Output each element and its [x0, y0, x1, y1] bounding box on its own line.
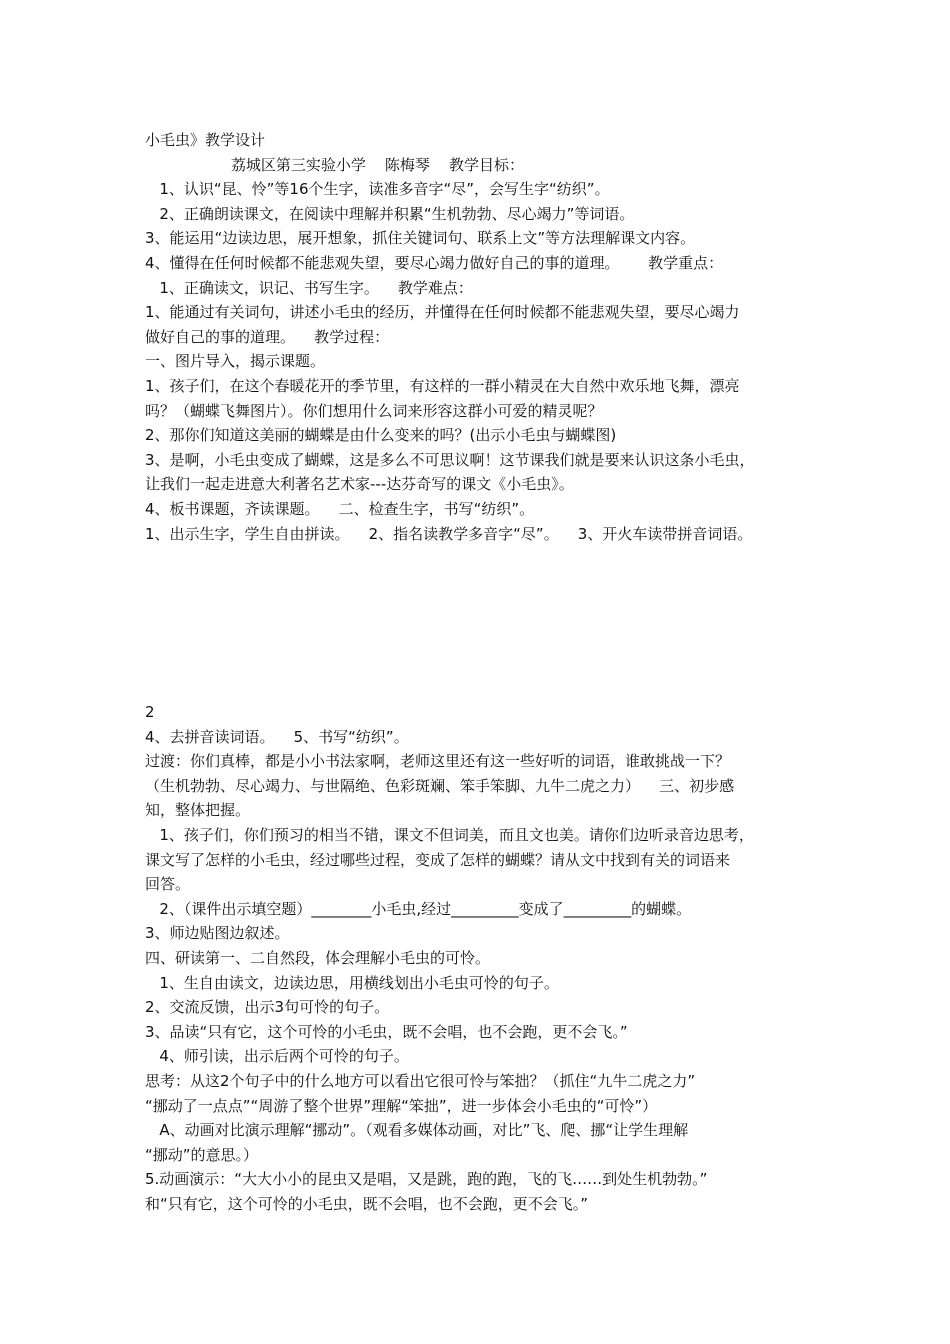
page2-text-block [145, 700, 825, 1216]
text-line: 2、正确朗读课文，在阅读中理解并积累“生机勃勃、尽心竭力”等词语。 [145, 204, 635, 223]
text-line: 5.动画演示：“大大小小的昆虫又是唱，又是跳，跑的跑，飞的飞……到处生机勃勃。” [145, 1170, 708, 1189]
doc-title: 小毛虫》教学设计 [145, 131, 266, 149]
text-line: 思考：从这2个句子中的什么地方可以看出它很可怜与笨拙？（抓住“九牛二虎之力” [145, 1071, 696, 1090]
text-line: 吗？（蝴蝶飞舞图片）。你们想用什么词来形容这群小可爱的精灵呢？ [145, 401, 603, 420]
text-line: “挪动了一点点”“周游了整个世界”理解“笨拙”，进一步体会小毛虫的“可怜”） [145, 1096, 658, 1115]
text-line: 1、认识“昆、怜”等16个生字，读准多音字“尽”，会写生字“纺织”。 [145, 180, 610, 199]
text-line: 2、（课件出示填空题）________小毛虫,经过_________变成了_________的蝴蝶。 [145, 899, 692, 918]
text-line: 知，整体把握。 [145, 801, 251, 820]
text-line: 课文写了怎样的小毛虫，经过哪些过程，变成了怎样的蝴蝶？请从文中找到有关的词语来 [145, 850, 731, 869]
text-line: 1、孩子们，你们预习的相当不错，课文不但词美，而且文也美。请你们边听录音边思考， [145, 825, 754, 844]
text-line: 让我们一起走进意大利著名艺术家---达芬奇写的课文《小毛虫》。 [145, 475, 574, 494]
author-line: 荔城区第三实验小学 陈梅琴 教学目标： [145, 155, 524, 174]
text-line: 1、正确读文，识记、书写生字。 教学难点： [145, 278, 473, 297]
text-line: 4、师引读，出示后两个可怜的句子。 [145, 1047, 409, 1066]
text-line: 1、能通过有关词句，讲述小毛虫的经历，并懂得在任何时候都不能悲观失望，要尽心竭力 [145, 303, 740, 322]
text-line: 2、交流反馈，出示3句可怜的句子。 [145, 998, 390, 1017]
text-line: 1、出示生字，学生自由拼读。 2、指名读教学多音字“尽”。 3、开火车读带拼音词语。 [145, 524, 753, 543]
section-heading: 一、图片导入，揭示课题。 [145, 352, 326, 371]
text-line: 1、生自由读文，边读边思，用横线划出小毛虫可怜的句子。 [145, 973, 559, 992]
text-line: 4、板书课题，齐读课题。 二、检查生字，书写“纺织”。 [145, 499, 535, 518]
text-line: 3、品读“只有它，这个可怜的小毛虫，既不会唱，也不会跑，更不会飞。” [145, 1022, 628, 1041]
text-line: 2、那你们知道这美丽的蝴蝶是由什么变来的吗？(出示小毛虫与蝴蝶图) [145, 426, 617, 445]
text-line: 4、懂得在任何时候都不能悲观失望，要尽心竭力做好自己的事的道理。 教学重点： [145, 253, 724, 272]
page1-text-block [145, 128, 825, 546]
text-line: 4、去拼音读词语。 5、书写“纺织”。 [145, 727, 409, 746]
page-number: 2 [145, 703, 155, 721]
text-line: 回答。 [145, 875, 191, 894]
text-line: 3、能运用“边读边思，展开想象，抓住关键词句、联系上文”等方法理解课文内容。 [145, 229, 696, 248]
text-line: “挪动”的意思。） [145, 1145, 259, 1164]
text-line: 3、师边贴图边叙述。 [145, 924, 290, 943]
text-line: 1、孩子们，在这个春暖花开的季节里，有这样的一群小精灵在大自然中欢乐地飞舞，漂亮 [145, 376, 740, 395]
text-line: （生机勃勃、尽心竭力、与世隔绝、色彩斑斓、笨手笨脚、九牛二虎之力） 三、初步感 [145, 776, 735, 795]
text-line: 做好自己的事的道理。 教学过程： [145, 327, 390, 346]
text-line: A、动画对比演示理解“挪动”。（观看多媒体动画，对比”飞、爬、挪“让学生理解 [145, 1121, 689, 1140]
text-line: 3、是啊，小毛虫变成了蝴蝶，这是多么不可思议啊！这节课我们就是要来认识这条小毛虫， [145, 450, 755, 469]
text-line: 过渡：你们真棒，都是小小书法家啊，老师这里还有这一些好听的词语，谁敢挑战一下？ [145, 752, 731, 771]
section-heading: 四、研读第一、二自然段，体会理解小毛虫的可怜。 [145, 948, 491, 967]
text-line: 和“只有它，这个可怜的小毛虫，既不会唱，也不会跑，更不会飞。” [145, 1194, 589, 1213]
